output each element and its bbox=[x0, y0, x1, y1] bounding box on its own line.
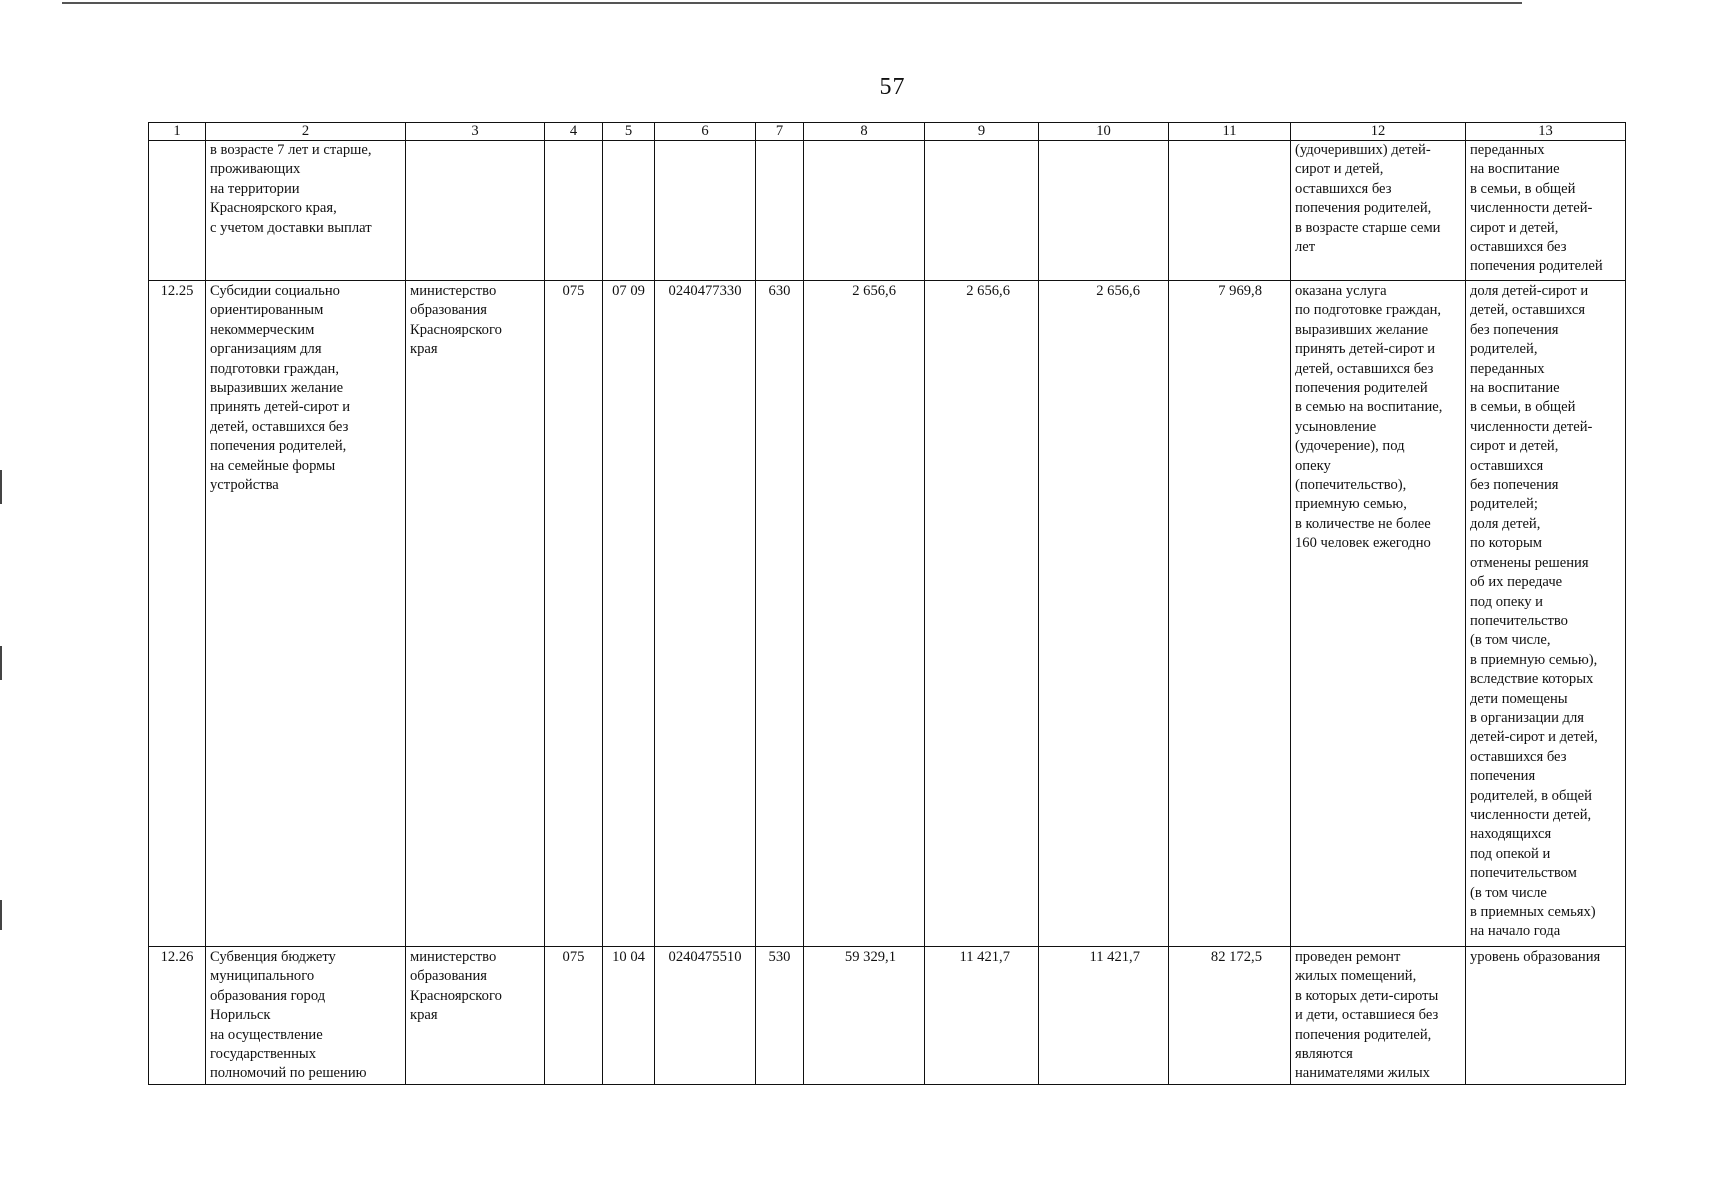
indicator-cell: доля детей-сирот и детей, оставшихся без попечения родителей, переданных на воспитание в семьи, в общей численности детей- сирот и детей, оставшихся без попечения родителей; доля детей, по которым отменены решения об их передаче под опеку и попечительство (в том числе, в приемную семью), вследствие которых дети помещены в организации для детей-сирот и детей, оставшихся без попечения родителей, в общей численности детей, находящихся под опекой и попечительством (в том числе в приемных семьях) на начало года bbox=[1466, 281, 1626, 947]
column-header: 9 bbox=[925, 123, 1039, 141]
row-number-cell: 12.25 bbox=[149, 281, 206, 947]
column-header: 7 bbox=[756, 123, 804, 141]
target-code-cell: 0240477330 bbox=[655, 281, 756, 947]
scan-edge-mark bbox=[0, 470, 2, 504]
page-number: 57 bbox=[879, 74, 906, 100]
column-header: 2 bbox=[206, 123, 406, 141]
column-header: 11 bbox=[1169, 123, 1291, 141]
indicator-cell: уровень образования bbox=[1466, 947, 1626, 1085]
section-code-cell bbox=[603, 141, 655, 281]
expense-type-cell: 630 bbox=[756, 281, 804, 947]
column-header: 13 bbox=[1466, 123, 1626, 141]
table-row bbox=[149, 281, 1626, 947]
column-header: 4 bbox=[545, 123, 603, 141]
column-header: 3 bbox=[406, 123, 545, 141]
expected-result-cell: (удочеривших) детей- сирот и детей, оставшихся без попечения родителей, в возрасте старше семи лет bbox=[1291, 141, 1466, 281]
total-cell: 7 969,8 bbox=[1169, 281, 1291, 947]
expense-type-cell bbox=[756, 141, 804, 281]
section-code-cell: 10 04 bbox=[603, 947, 655, 1085]
column-header: 12 bbox=[1291, 123, 1466, 141]
amount-cell: 59 329,1 bbox=[804, 947, 925, 1085]
total-cell: 82 172,5 bbox=[1169, 947, 1291, 1085]
target-code-cell bbox=[655, 141, 756, 281]
row-number-cell: 12.26 bbox=[149, 947, 206, 1085]
scan-edge-mark bbox=[0, 900, 2, 930]
column-header: 8 bbox=[804, 123, 925, 141]
description-cell: Субвенция бюджету муниципального образования город Норильск на осуществление государственных полномочий по решению bbox=[206, 947, 406, 1085]
grbs-code-cell: 075 bbox=[545, 947, 603, 1085]
description-cell: в возрасте 7 лет и старше, проживающих на территории Красноярского края, с учетом доставки выплат bbox=[206, 141, 406, 281]
expected-result-cell: проведен ремонт жилых помещений, в которых дети-сироты и дети, оставшиеся без попечения родителей, являются нанимателями жилых bbox=[1291, 947, 1466, 1085]
section-code-cell: 07 09 bbox=[603, 281, 655, 947]
column-header: 5 bbox=[603, 123, 655, 141]
expected-result-cell: оказана услуга по подготовке граждан, выразивших желание принять детей-сирот и детей, оставшихся без попечения родителей в семью на воспитание, усыновление (удочерение), под опеку (попечительство), приемную семью, в количестве не более 160 человек ежегодно bbox=[1291, 281, 1466, 947]
total-cell bbox=[1169, 141, 1291, 281]
table-row bbox=[149, 141, 1626, 281]
expense-type-cell: 530 bbox=[756, 947, 804, 1085]
description-cell: Субсидии социально ориентированным некоммерческим организациям для подготовки граждан, выразивших желание принять детей-сирот и детей, оставшихся без попечения родителей, на семейные формы устройства bbox=[206, 281, 406, 947]
responsible-cell bbox=[406, 141, 545, 281]
scan-edge-mark bbox=[0, 646, 2, 680]
column-header: 1 bbox=[149, 123, 206, 141]
top-border-line bbox=[62, 2, 1522, 4]
amount-cell: 2 656,6 bbox=[1039, 281, 1169, 947]
amount-cell: 11 421,7 bbox=[925, 947, 1039, 1085]
grbs-code-cell: 075 bbox=[545, 281, 603, 947]
header-row bbox=[149, 123, 1626, 141]
responsible-cell: министерство образования Красноярского края bbox=[406, 947, 545, 1085]
table-row bbox=[149, 947, 1626, 1085]
amount-cell bbox=[925, 141, 1039, 281]
amount-cell: 11 421,7 bbox=[1039, 947, 1169, 1085]
target-code-cell: 0240475510 bbox=[655, 947, 756, 1085]
row-number-cell bbox=[149, 141, 206, 281]
amount-cell bbox=[804, 141, 925, 281]
indicator-cell: переданных на воспитание в семьи, в общей численности детей- сирот и детей, оставшихся без попечения родителей bbox=[1466, 141, 1626, 281]
data-table bbox=[148, 122, 1626, 1085]
responsible-cell: министерство образования Красноярского края bbox=[406, 281, 545, 947]
amount-cell: 2 656,6 bbox=[804, 281, 925, 947]
column-header: 6 bbox=[655, 123, 756, 141]
grbs-code-cell bbox=[545, 141, 603, 281]
column-header: 10 bbox=[1039, 123, 1169, 141]
amount-cell: 2 656,6 bbox=[925, 281, 1039, 947]
amount-cell bbox=[1039, 141, 1169, 281]
